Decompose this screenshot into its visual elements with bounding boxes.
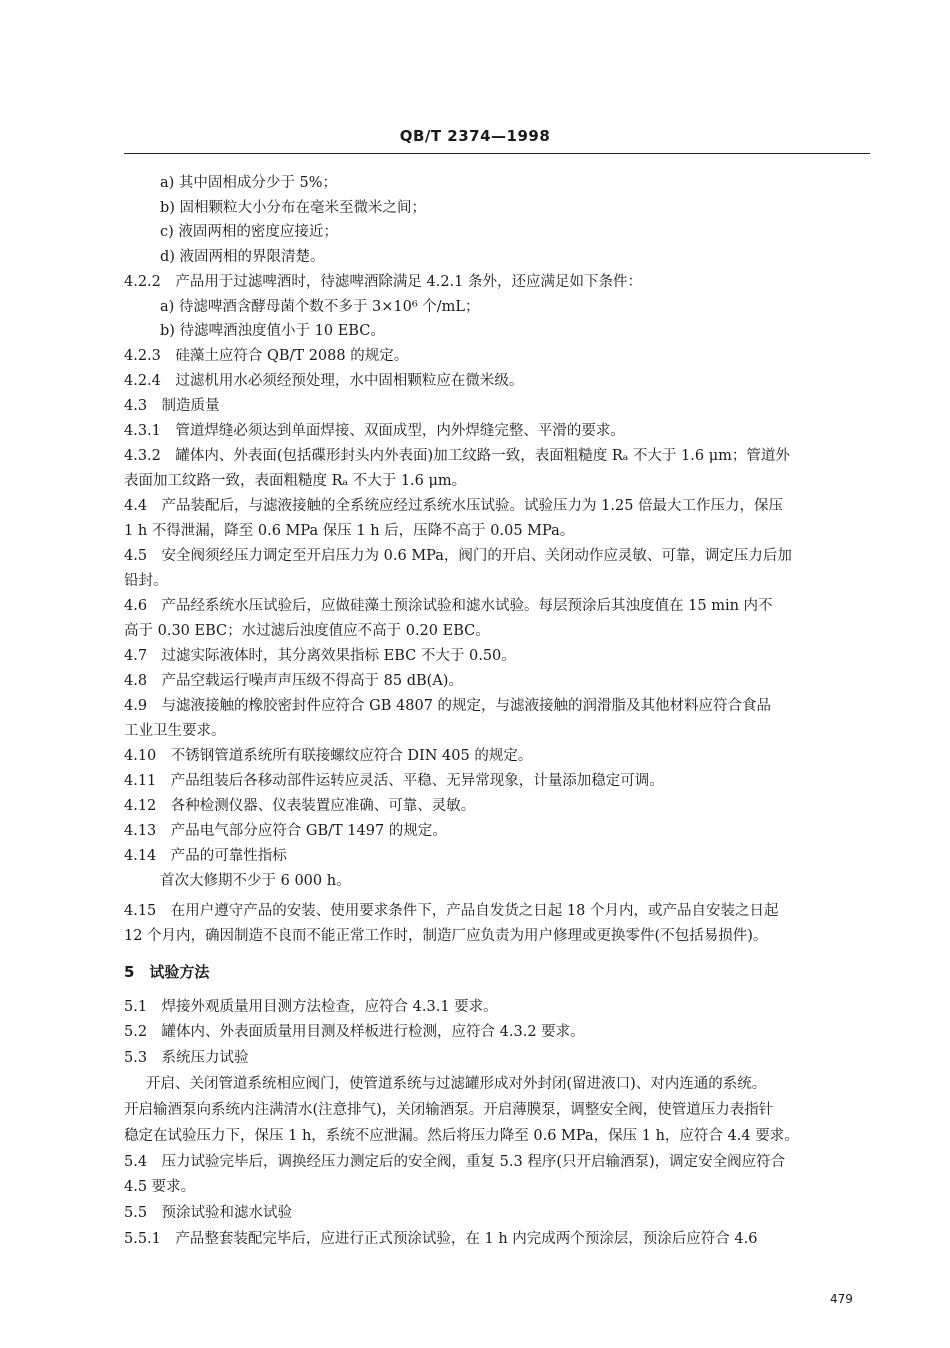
- text-line: 表面加工纹路一致，表面粗糙度 Rₐ 不大于 1.6 μm。: [124, 473, 467, 489]
- clause-5-5: 5.5 预涂试验和滤水试验: [124, 1205, 293, 1221]
- clause-4-2-2: 4.2.2 产品用于过滤啤酒时，待滤啤酒除满足 4.2.1 条外，还应满足如下条件：: [124, 274, 643, 290]
- clause-4-10: 4.10 不锈钢管道系统所有联接螺纹应符合 DIN 405 的规定。: [124, 748, 533, 764]
- text-line: b) 固相颗粒大小分布在毫米至微米之间；: [160, 200, 427, 216]
- text-line: 铅封。: [124, 573, 168, 589]
- clause-4-15: 4.15 在用户遵守产品的安装、使用要求条件下，产品自发货之日起 18 个月内，或产品自安装之日起: [124, 903, 779, 919]
- page-number: 479: [830, 1292, 853, 1306]
- text-line: 高于 0.30 EBC；水过滤后浊度值应不高于 0.20 EBC。: [124, 623, 490, 639]
- clause-4-5: 4.5 安全阀须经压力调定至开启压力为 0.6 MPa，阀门的开启、关闭动作应灵敏、可靠，调定压力后加: [124, 548, 792, 564]
- clause-4-13: 4.13 产品电气部分应符合 GB/T 1497 的规定。: [124, 823, 447, 839]
- clause-4-6: 4.6 产品经系统水压试验后，应做硅藻土预涂试验和滤水试验。每层预涂后其浊度值在 15 min 内不: [124, 598, 773, 614]
- clause-4-7: 4.7 过滤实际液体时，其分离效果指标 EBC 不大于 0.50。: [124, 648, 516, 664]
- clause-5-3: 5.3 系统压力试验: [124, 1050, 249, 1066]
- clause-4-3-1: 4.3.1 管道焊缝必须达到单面焊接、双面成型，内外焊缝完整、平滑的要求。: [124, 423, 625, 439]
- text-line: d) 液固两相的界限清楚。: [160, 249, 325, 265]
- text-line: 开启输酒泵向系统内注满清水(注意排气)，关闭输酒泵。开启薄膜泵，调整安全阀，使管道压力表指针: [124, 1102, 774, 1118]
- text-line: 稳定在试验压力下，保压 1 h，系统不应泄漏。然后将压力降至 0.6 MPa，保压 1 h，应符合 4.4 要求。: [124, 1128, 799, 1144]
- clause-4-3-2: 4.3.2 罐体内、外表面(包括碟形封头内外表面)加工纹路一致，表面粗糙度 Rₐ 不大于 1.6 μm；管道外: [124, 448, 790, 464]
- clause-4-2-4: 4.2.4 过滤机用水必须经预处理，水中固相颗粒应在微米级。: [124, 373, 524, 389]
- clause-4-11: 4.11 产品组装后各移动部件运转应灵活、平稳、无异常现象，计量添加稳定可调。: [124, 773, 664, 789]
- clause-5-1: 5.1 焊接外观质量用目测方法检查，应符合 4.3.1 要求。: [124, 999, 498, 1015]
- text-line: 12 个月内，确因制造不良而不能正常工作时，制造厂应负责为用户修理或更换零件(不包括易损件)。: [124, 928, 768, 944]
- section-5-heading: 5 试验方法: [124, 963, 210, 981]
- clause-5-5-1: 5.5.1 产品整套装配完毕后，应进行正式预涂试验，在 1 h 内完成两个预涂层，预涂后应符合 4.6: [124, 1231, 758, 1247]
- clause-4-8: 4.8 产品空载运行噪声声压级不得高于 85 dB(A)。: [124, 673, 463, 689]
- text-line: a) 待滤啤酒含酵母菌个数不多于 3×10⁶ 个/mL；: [160, 299, 480, 315]
- text-line: a) 其中固相成分少于 5%；: [160, 175, 338, 191]
- clause-4-3: 4.3 制造质量: [124, 398, 220, 414]
- text-line: 首次大修期不少于 6 000 h。: [160, 873, 351, 889]
- clause-4-9: 4.9 与滤液接触的橡胶密封件应符合 GB 4807 的规定，与滤液接触的润滑脂及其他材料应符合食品: [124, 698, 772, 714]
- clause-5-4: 5.4 压力试验完毕后，调换经压力测定后的安全阀，重复 5.3 程序(只开启输酒泵)，调定安全阀应符合: [124, 1154, 786, 1170]
- text-line: c) 液固两相的密度应接近；: [160, 224, 338, 240]
- text-line: 1 h 不得泄漏，降至 0.6 MPa 保压 1 h 后，压降不高于 0.05 MPa。: [124, 523, 575, 539]
- clause-4-14: 4.14 产品的可靠性指标: [124, 848, 287, 864]
- clause-4-12: 4.12 各种检测仪器、仪表装置应准确、可靠、灵敏。: [124, 798, 476, 814]
- clause-4-2-3: 4.2.3 硅藻土应符合 QB/T 2088 的规定。: [124, 348, 409, 364]
- page-header: QB/T 2374—1998: [399, 127, 551, 145]
- clause-5-2: 5.2 罐体内、外表面质量用目测及样板进行检测，应符合 4.3.2 要求。: [124, 1024, 585, 1040]
- text-line: 4.5 要求。: [124, 1179, 196, 1195]
- text-line: 工业卫生要求。: [124, 723, 226, 739]
- text-line: b) 待滤啤酒浊度值小于 10 EBC。: [160, 323, 385, 339]
- clause-4-4: 4.4 产品装配后，与滤液接触的全系统应经过系统水压试验。试验压力为 1.25 倍最大工作压力，保压: [124, 498, 784, 514]
- text-line: 开启、关闭管道系统相应阀门，使管道系统与过滤罐形成对外封闭(留进液口)、对内连通的系统。: [146, 1076, 767, 1092]
